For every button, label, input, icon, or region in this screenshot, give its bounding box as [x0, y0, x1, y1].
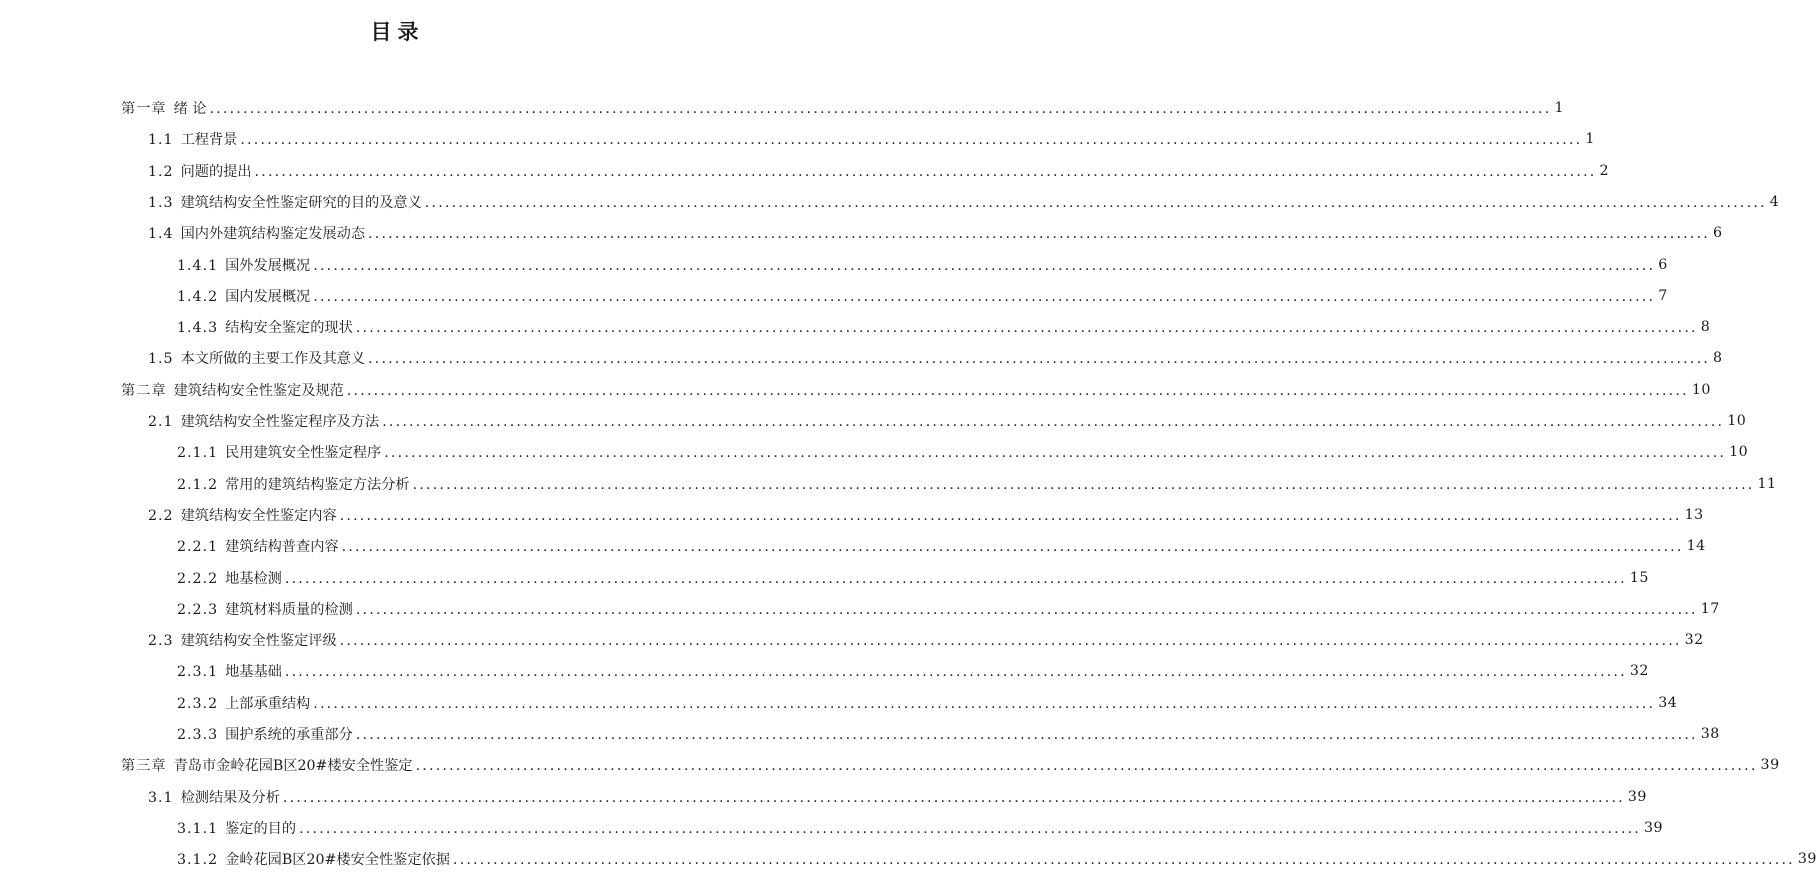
toc-entry-label	[177, 255, 310, 275]
toc-entry[interactable]	[177, 689, 1678, 717]
toc-page-number: 32	[1629, 663, 1649, 680]
toc-entry[interactable]	[148, 219, 1723, 247]
toc-entry-title: 围护系统的承重部分	[225, 727, 353, 743]
dot-leader: ........................................................................................................................................................................................................	[382, 414, 1725, 430]
dot-leader: ........................................................................................................................................................................................................	[424, 194, 1767, 211]
toc-entry-label	[177, 442, 381, 462]
dot-leader: ........................................................................................................................................................................................................	[313, 288, 1656, 305]
toc-entry-number: 2.3	[148, 633, 174, 650]
toc-page-number: 6	[1658, 256, 1668, 273]
toc-page-number: 2	[1599, 162, 1610, 179]
toc-page-number: 11	[1757, 475, 1777, 492]
toc-entry-title: 绪 论	[173, 101, 207, 117]
toc-entry[interactable]	[148, 501, 1704, 529]
toc-entry-title: 建筑结构安全性鉴定评级	[180, 633, 337, 650]
dot-leader: ........................................................................................................................................................................................................	[313, 257, 1656, 274]
toc-entry[interactable]	[177, 251, 1668, 279]
toc-page-number: 38	[1700, 726, 1720, 742]
dot-leader: ........................................................................................................................................................................................................	[452, 852, 1795, 869]
toc-entry-label	[121, 755, 413, 775]
toc-entry-label	[177, 536, 339, 556]
toc-page-number: 17	[1700, 600, 1720, 617]
toc-page-number: 14	[1686, 538, 1706, 555]
toc-page-number: 15	[1629, 569, 1649, 586]
dot-leader: ........................................................................................................................................................................................................	[339, 507, 1682, 524]
toc-entry-number: 2.3.3	[177, 727, 219, 743]
dot-leader: ........................................................................................................................................................................................................	[355, 320, 1698, 337]
toc-entry[interactable]	[121, 751, 1780, 779]
toc-page-number: 39	[1760, 757, 1780, 774]
toc-entry[interactable]	[177, 438, 1749, 466]
toc-entry[interactable]	[177, 282, 1668, 310]
toc-entry-number: 2.2.1	[177, 539, 219, 556]
toc-entry-title: 国外发展概况	[225, 257, 311, 274]
toc-entry-title: 鉴定的目的	[225, 820, 297, 837]
toc-entry-label	[148, 161, 252, 181]
toc-page-number: 39	[1644, 819, 1664, 836]
toc-page-number: 4	[1769, 193, 1780, 210]
toc-entry[interactable]	[177, 470, 1777, 498]
toc-entry-number: 1.4.3	[177, 320, 219, 337]
toc-entry-title: 国内外建筑结构鉴定发展动态	[180, 226, 366, 243]
toc-entry[interactable]	[148, 626, 1704, 654]
toc-entry-label	[177, 286, 310, 306]
dot-leader: ........................................................................................................................................................................................................	[284, 664, 1627, 681]
toc-entry-number: 1.4.1	[177, 257, 219, 274]
toc-entry-title: 建筑结构安全性鉴定及规范	[173, 382, 344, 399]
toc-page-number: 39	[1797, 851, 1817, 868]
dot-leader: ........................................................................................................................................................................................................	[284, 570, 1627, 587]
toc-entry-number: 2.2	[148, 507, 174, 524]
toc-page-number: 7	[1658, 287, 1668, 304]
toc-entry-label	[177, 818, 296, 838]
toc-entry-number: 1.4	[148, 226, 174, 243]
dot-leader: ........................................................................................................................................................................................................	[415, 758, 1758, 775]
toc-entry-label	[148, 630, 337, 650]
toc-entry-number: 2.1.1	[177, 445, 219, 462]
toc-entry-number: 第三章	[121, 758, 167, 775]
toc-entry[interactable]	[148, 125, 1595, 153]
toc-entry-label	[148, 192, 422, 212]
toc-entry-title: 民用建筑安全性鉴定程序	[225, 445, 382, 462]
toc-entry-number: 2.2.2	[177, 570, 219, 587]
page-title: 目录	[370, 20, 425, 44]
dot-leader: ........................................................................................................................................................................................................	[368, 226, 1710, 243]
toc-entry-title: 青岛市金岭花园B区20#楼安全性鉴定	[173, 758, 413, 775]
toc-entry-number: 第二章	[121, 382, 167, 399]
toc-page-number: 13	[1684, 506, 1704, 523]
toc-page-number: 10	[1729, 444, 1749, 461]
toc-entry-title: 地基基础	[225, 664, 282, 681]
toc-entry-number: 2.2.3	[177, 601, 219, 618]
toc-entry-title: 工程背景	[180, 132, 238, 149]
dot-leader: ........................................................................................................................................................................................................	[313, 695, 1656, 712]
toc-page-number: 6	[1713, 225, 1723, 242]
dot-leader: ........................................................................................................................................................................................................	[341, 539, 1684, 556]
toc-entry-label	[121, 380, 344, 400]
toc-entry-number: 3.1	[148, 789, 174, 806]
toc-entry-number: 1.1	[148, 132, 174, 149]
toc-page-number: 32	[1684, 632, 1704, 649]
toc-page-number: 10	[1727, 413, 1747, 429]
toc-entry-label	[148, 223, 365, 243]
toc-entry[interactable]	[148, 407, 1747, 435]
toc-entry-label	[121, 98, 206, 118]
toc-entry-number: 1.2	[148, 163, 174, 180]
toc-entry-label	[177, 568, 282, 588]
dot-leader: ........................................................................................................................................................................................................	[254, 163, 1597, 180]
toc-entry-number: 第一章	[121, 101, 167, 117]
dot-leader: ........................................................................................................................................................................................................	[299, 820, 1642, 837]
toc-entry-label	[148, 505, 337, 525]
toc-entry[interactable]	[177, 532, 1706, 560]
toc-entry[interactable]	[177, 814, 1664, 842]
toc-entry-number: 2.3.1	[177, 664, 219, 681]
toc-entry[interactable]	[148, 783, 1647, 811]
toc-entry-label	[177, 599, 353, 619]
toc-entry-number: 2.1	[148, 414, 174, 430]
toc-entry-title: 检测结果及分析	[180, 789, 280, 806]
toc-page-number: 39	[1627, 788, 1647, 805]
toc-entry-label	[177, 693, 310, 713]
toc-entry-label	[148, 348, 365, 368]
toc-entry-title: 常用的建筑结构鉴定方法分析	[225, 476, 410, 493]
toc-entry-label	[177, 661, 282, 681]
toc-entry[interactable]	[121, 376, 1711, 404]
toc-entry-label	[177, 317, 353, 337]
toc-entry-title: 金岭花园B区20#楼安全性鉴定依据	[225, 852, 450, 869]
toc-entry-number: 1.4.2	[177, 288, 219, 305]
dot-leader: ........................................................................................................................................................................................................	[412, 476, 1755, 493]
dot-leader: ........................................................................................................................................................................................................	[240, 132, 1583, 149]
toc-entry-number: 2.3.2	[177, 695, 219, 712]
dot-leader: ........................................................................................................................................................................................................	[384, 445, 1727, 462]
toc-page-number: 1	[1585, 131, 1595, 148]
dot-leader: ........................................................................................................................................................................................................	[282, 789, 1625, 806]
toc-entry-number: 2.1.2	[177, 476, 219, 493]
toc-entry-title: 建筑材料质量的检测	[225, 601, 353, 618]
toc-page-number: 8	[1713, 350, 1723, 367]
toc-entry-title: 建筑结构普查内容	[225, 539, 339, 556]
toc-entry-label	[177, 474, 410, 494]
dot-leader: ........................................................................................................................................................................................................	[346, 382, 1689, 399]
dot-leader: ........................................................................................................................................................................................................	[339, 633, 1682, 650]
toc-entry[interactable]	[177, 313, 1711, 341]
toc-entry[interactable]	[177, 595, 1720, 623]
toc-entry-title: 建筑结构安全性鉴定程序及方法	[180, 414, 380, 430]
dot-leader: ........................................................................................................................................................................................................	[368, 351, 1710, 368]
toc-entry-label	[148, 787, 280, 807]
toc-entry-label	[177, 724, 353, 744]
toc-entry[interactable]	[148, 188, 1780, 216]
toc-entry[interactable]	[121, 94, 1564, 122]
dot-leader: ........................................................................................................................................................................................................	[209, 101, 1552, 117]
toc-entry-title: 结构安全鉴定的现状	[225, 320, 353, 337]
toc-entry-label	[177, 849, 450, 869]
toc-entry-label	[148, 129, 237, 149]
toc-entry-number: 3.1.2	[177, 852, 219, 869]
toc-entry-title: 建筑结构安全性鉴定内容	[180, 507, 337, 524]
toc-entry[interactable]	[148, 157, 1610, 185]
toc-page-number: 10	[1691, 381, 1711, 398]
toc-entry-number: 3.1.1	[177, 820, 219, 837]
toc-entry-title: 建筑结构安全性鉴定研究的目的及意义	[180, 194, 422, 211]
toc-page-number: 34	[1658, 694, 1678, 711]
dot-leader: ........................................................................................................................................................................................................	[355, 727, 1698, 743]
toc-entry[interactable]	[148, 344, 1723, 372]
toc-entry-title: 地基检测	[225, 570, 282, 587]
toc-entry[interactable]	[177, 720, 1720, 748]
toc-page-number: 1	[1554, 100, 1564, 116]
toc-entry[interactable]	[177, 564, 1649, 592]
toc-entry-title: 问题的提出	[180, 163, 252, 180]
toc-entry-title: 本文所做的主要工作及其意义	[180, 351, 366, 368]
toc-entry[interactable]	[177, 845, 1817, 873]
toc-entry-label	[148, 411, 379, 431]
toc-entry[interactable]	[177, 657, 1649, 685]
dot-leader: ........................................................................................................................................................................................................	[355, 601, 1698, 618]
toc-entry-number: 1.5	[148, 351, 174, 368]
toc-entry-title: 国内发展概况	[225, 288, 311, 305]
toc-entry-number: 1.3	[148, 194, 174, 211]
toc-page-number: 8	[1700, 319, 1711, 336]
toc-entry-title: 上部承重结构	[225, 695, 311, 712]
